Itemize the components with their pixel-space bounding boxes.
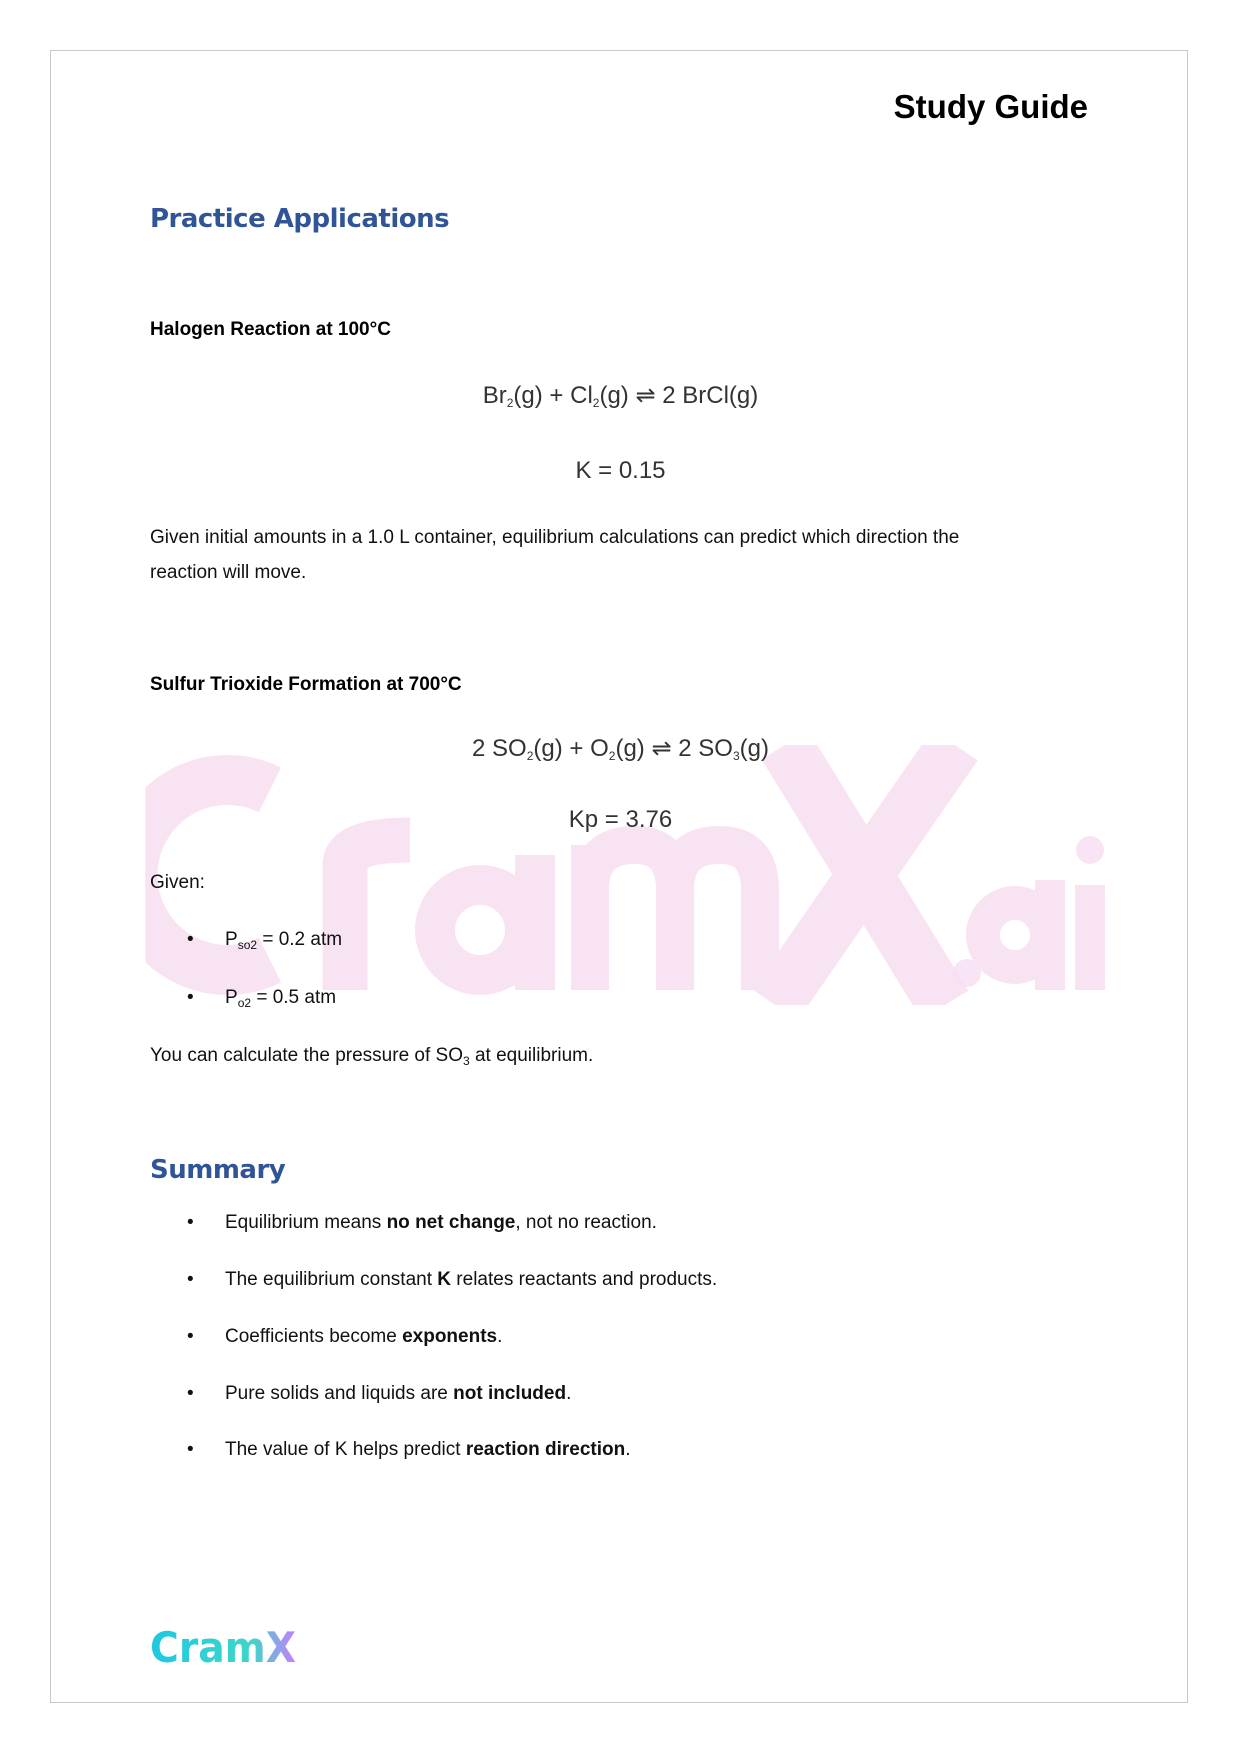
sulfur-heading: Sulfur Trioxide Formation at 700°C [150,674,462,695]
summary-item: Coefficients become exponents. [225,1326,503,1347]
halogen-heading: Halogen Reaction at 100°C [150,319,391,340]
sulfur-constant: Kp = 3.76 [568,806,673,833]
bullet-icon: • [187,929,194,950]
section-heading-practice: Practice Applications [150,204,450,234]
halogen-constant: K = 0.15 [575,457,666,484]
bullet-icon: • [187,1383,194,1404]
given-so2: $P_{so2} = 0.2$ atm [225,929,343,952]
page-title: Study Guide [893,88,1088,125]
bullet-icon: • [187,1212,194,1233]
bullet-icon: • [187,1439,194,1460]
halogen-equation: $Br_2(g) + Cl_2(g)$ ⇌ 2 BrCl(g) [482,382,759,410]
summary-item: Pure solids and liquids are not included. [225,1383,572,1404]
given-o2: $P_{o2} = 0.5$ atm [225,987,337,1010]
bullet-icon: • [187,1326,194,1347]
sulfur-conclusion: You can calculate the pressure of $SO_3$ at equilibrium. [150,1045,594,1068]
svg-text:CramX: CramX [150,1623,296,1670]
cramx-logo [150,1622,300,1670]
summary-item: The equilibrium constant K relates reactants and products. [225,1269,718,1290]
bullet-icon: • [187,1269,194,1290]
halogen-paragraph-line1: Given initial amounts in a 1.0 L container, equilibrium calculations can predict which direction the [150,527,960,548]
summary-item: The value of K helps predict reaction direction. [225,1439,631,1460]
given-label: Given: [150,872,205,893]
sulfur-equation: 2 $SO_2(g) + O_2(g)$ ⇌ 2 $SO_3(g)$ [472,735,769,763]
halogen-paragraph-line2: reaction will move. [150,562,307,583]
summary-item: Equilibrium means no net change, not no reaction. [225,1212,657,1233]
bullet-icon: • [187,987,194,1008]
section-heading-summary: Summary [150,1155,286,1185]
